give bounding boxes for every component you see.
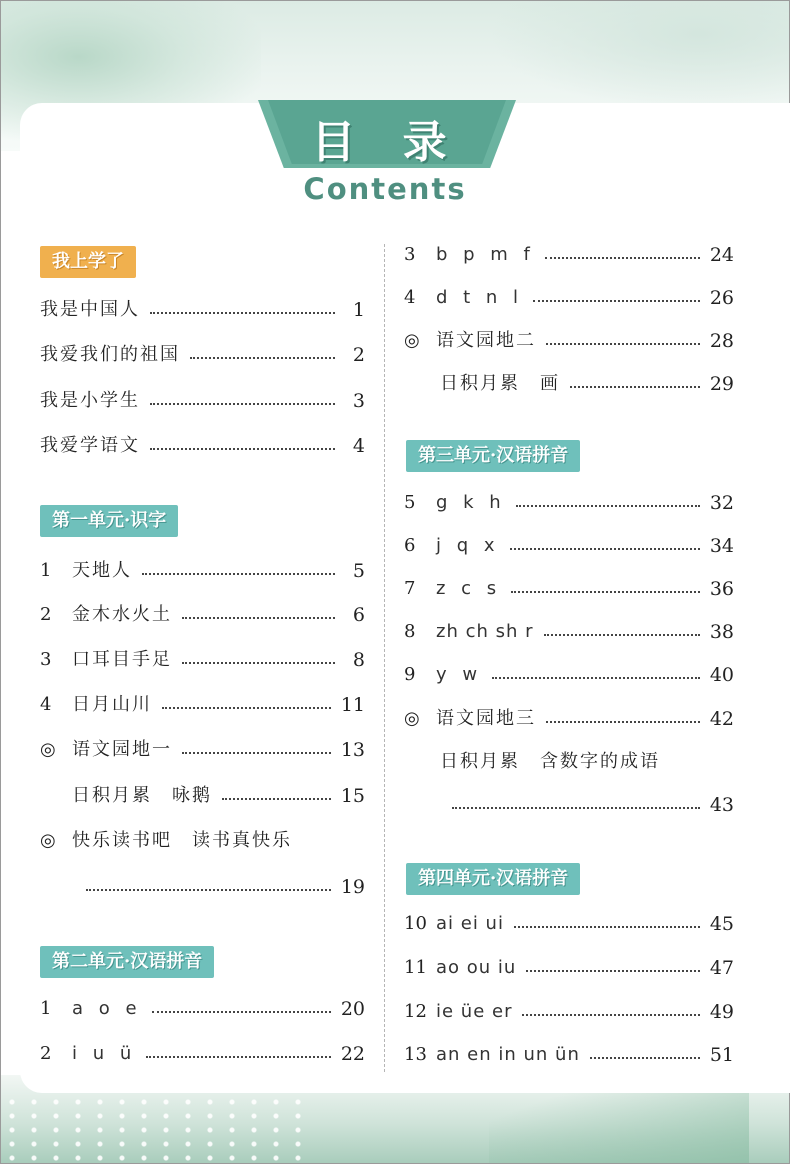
page-subtitle: Contents [303,172,467,206]
dot-leader [150,312,335,314]
toc-entry[interactable] [72,781,365,811]
toc-entry[interactable] [404,660,734,690]
toc-entry-page: 36 [709,578,734,600]
toc-entry-number: 2 [40,1043,52,1064]
dot-leader [162,707,331,709]
toc-entry-title: i u ü [72,1043,137,1064]
toc-entry-title: a o e [72,998,142,1019]
toc-entry[interactable] [40,690,365,720]
toc-entry-number: 10 [404,913,427,934]
toc-entry[interactable] [40,826,365,856]
toc-entry[interactable] [404,531,734,561]
toc-entry-number: 12 [404,1001,427,1022]
toc-entry-number: 2 [40,604,52,625]
toc-entry-title: 快乐读书吧 读书真快乐 [72,830,292,851]
dot-leader [150,403,335,405]
toc-entry-page: 40 [709,664,734,686]
bullet-icon: ◎ [40,830,56,851]
dot-leader [86,889,331,891]
toc-entry-number: 1 [40,998,52,1019]
toc-entry[interactable] [404,488,734,518]
toc-entry-number: 7 [404,578,416,599]
toc-entry-page: 34 [709,535,734,557]
toc-entry[interactable] [404,909,734,939]
toc-entry-title: j q x [436,535,500,556]
bullet-icon: ◎ [404,708,420,729]
toc-entry-page: 38 [709,621,734,643]
title-tab [258,100,516,172]
toc-entry-page: 6 [352,604,365,626]
dot-leader [511,591,700,593]
page-title: 目 录 [311,117,463,168]
dot-leader [182,752,331,754]
toc-entry[interactable] [404,326,734,356]
section-header-unit-3: 第三单元·汉语拼音 [406,440,580,472]
dot-leader [544,634,700,636]
dot-leader [222,798,331,800]
toc-entry[interactable] [40,1039,365,1069]
dot-leader [452,807,700,809]
toc-entry[interactable] [404,704,734,734]
dot-leader [545,257,700,259]
toc-entry-title: 语文园地三 [436,708,536,729]
dot-leader [146,1056,331,1058]
bullet-icon: ◎ [40,739,56,760]
dot-leader [590,1057,700,1059]
toc-entry[interactable] [40,386,365,416]
toc-entry-page: 20 [340,998,365,1020]
toc-entry-number: 11 [404,957,427,978]
toc-entry-title: 我爱我们的祖国 [40,344,180,365]
toc-entry-title: y w [436,664,483,685]
toc-entry[interactable] [40,735,365,765]
toc-entry-page: 43 [709,794,734,816]
toc-entry-page: 22 [340,1043,365,1065]
column-divider [384,244,385,1072]
toc-entry[interactable] [40,295,365,325]
toc-entry-number: 6 [404,535,416,556]
toc-entry[interactable] [404,1040,734,1070]
dot-leader [570,386,700,388]
toc-entry-title: 语文园地一 [72,739,172,760]
toc-entry-number: 8 [404,621,416,642]
dot-leader [546,721,700,723]
toc-entry[interactable] [404,574,734,604]
toc-entry-page: 51 [709,1044,734,1066]
dot-leader [533,300,700,302]
toc-entry-page: 1 [352,299,365,321]
toc-entry[interactable] [40,556,365,586]
toc-entry[interactable] [40,431,365,461]
dot-leader [526,970,699,972]
toc-entry[interactable] [404,617,734,647]
toc-entry-page: 15 [340,785,365,807]
dot-leader [516,505,700,507]
toc-entry-number: 13 [404,1044,427,1065]
toc-entry[interactable] [40,600,365,630]
toc-entry-page: 47 [709,957,734,979]
toc-entry-title: g k h [436,492,506,513]
toc-entry-title: b p m f [436,244,535,265]
toc-entry-title: z c s [436,578,502,599]
toc-entry[interactable] [40,340,365,370]
dot-leader [546,343,700,345]
toc-entry-page: 3 [352,390,365,412]
toc-entry-number: 3 [40,649,52,670]
toc-entry[interactable] [40,994,365,1024]
toc-entry-title: 日积月累 咏鹅 [72,785,212,806]
toc-entry-page: 28 [709,330,734,352]
toc-entry-title: an en in un ün [436,1044,580,1065]
toc-entry-page: 2 [352,344,365,366]
toc-entry-page: 26 [709,287,734,309]
toc-entry-title: 我是中国人 [40,299,140,320]
dot-leader [142,573,335,575]
toc-entry-title: ao ou iu [436,957,517,978]
dot-leader [510,548,700,550]
dot-leader [150,448,335,450]
toc-entry-title: 日积月累 画 [440,373,560,394]
toc-entry-number: 4 [40,694,52,715]
dot-leader [182,617,335,619]
toc-entry[interactable] [40,645,365,675]
toc-entry-page: 42 [709,708,734,730]
toc-entry-page: 24 [709,244,734,266]
toc-entry-title: 我是小学生 [40,390,140,411]
toc-entry-page: 19 [340,876,365,898]
section-header-wo-shang-xue-le: 我上学了 [40,246,136,278]
toc-entry-page: 5 [352,560,365,582]
toc-entry-title: ie üe er [436,1001,513,1022]
toc-entry[interactable] [440,747,734,777]
toc-entry-continuation[interactable] [446,790,734,820]
toc-entry-title: 天地人 [72,560,132,581]
toc-entry-title: zh ch sh r [436,621,534,642]
toc-entry-number: 5 [404,492,416,513]
toc-entry[interactable] [404,283,734,313]
toc-entry-number: 9 [404,664,416,685]
bullet-icon: ◎ [404,330,420,351]
toc-entry-title: 日积月累 含数字的成语 [440,751,660,772]
dot-leader [492,677,700,679]
toc-entry[interactable] [404,997,734,1027]
toc-entry[interactable] [404,953,734,983]
toc-entry-title: 我爱学语文 [40,435,140,456]
toc-entry-number: 4 [404,287,416,308]
toc-entry-title: ai ei ui [436,913,504,934]
toc-entry-title: 语文园地二 [436,330,536,351]
toc-entry-continuation[interactable] [80,872,365,902]
toc-entry-title: 日月山川 [72,694,152,715]
toc-entry-page: 49 [709,1001,734,1023]
dot-leader [152,1011,331,1013]
toc-entry-number: 3 [404,244,416,265]
toc-entry-page: 8 [352,649,365,671]
section-header-unit-2: 第二单元·汉语拼音 [40,946,214,978]
toc-entry-page: 4 [352,435,365,457]
toc-entry-page: 29 [709,373,734,395]
toc-entry-page: 45 [709,913,734,935]
dot-leader [514,926,700,928]
toc-entry[interactable] [404,240,734,270]
toc-entry-page: 13 [340,739,365,761]
dot-leader [522,1014,699,1016]
section-header-unit-1: 第一单元·识字 [40,505,178,537]
toc-entry-page: 11 [340,694,365,716]
toc-entry-title: 金木水火土 [72,604,172,625]
dot-leader [190,357,335,359]
toc-entry-title: d t n l [436,287,524,308]
toc-entry-title: 口耳目手足 [72,649,172,670]
dot-leader [182,662,335,664]
toc-entry[interactable] [440,369,734,399]
toc-entry-page: 32 [709,492,734,514]
toc-entry-number: 1 [40,560,52,581]
section-header-unit-4: 第四单元·汉语拼音 [406,863,580,895]
